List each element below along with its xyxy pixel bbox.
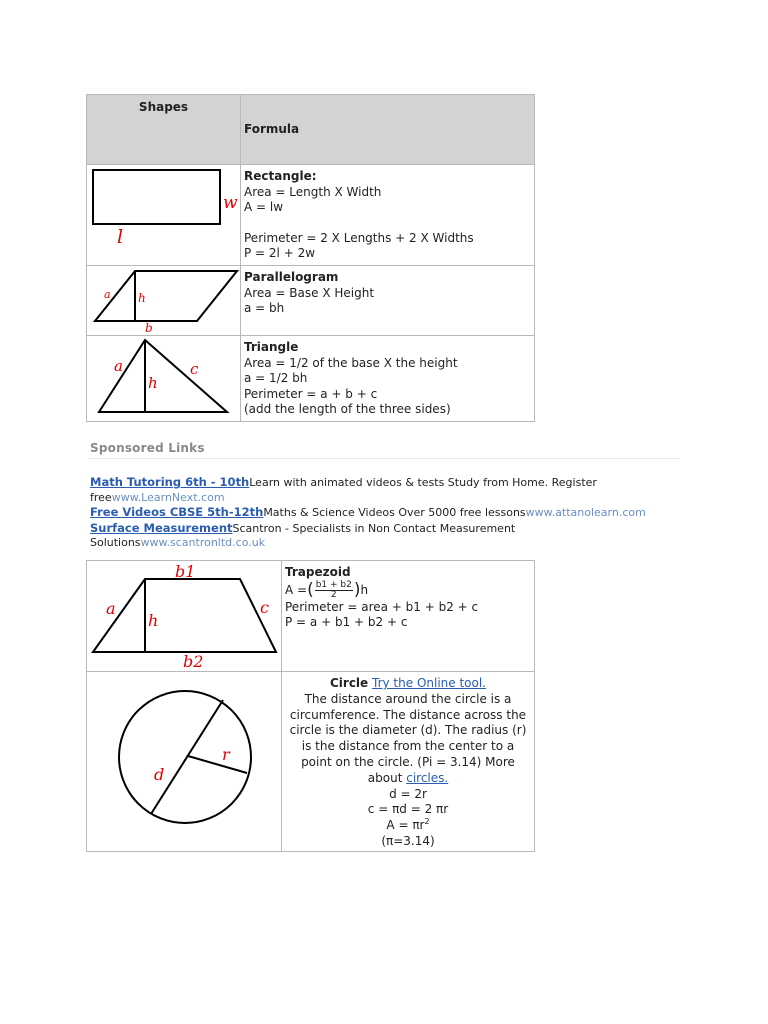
ad-item xyxy=(90,521,680,551)
circle-diagram-cell xyxy=(87,672,282,852)
rectangle-label-width: w xyxy=(223,193,238,213)
trapezoid-area-prefix: A = xyxy=(285,582,308,597)
trapezoid-area-suffix: h xyxy=(360,582,369,597)
triangle-label-h: h xyxy=(148,374,158,392)
trapezoid-fraction-numerator: b1 + b2 xyxy=(315,579,352,590)
ad-url-link[interactable]: www.attanolearn.com xyxy=(525,506,646,519)
triangle-perimeter-formula: Perimeter = a + b + c xyxy=(244,386,378,401)
trapezoid-fraction-denominator: 2 xyxy=(330,589,337,600)
circle-diagram xyxy=(87,672,282,851)
circle-label-d: d xyxy=(154,765,165,784)
parallelogram-title: Parallelogram xyxy=(244,270,339,284)
circle-title-line xyxy=(288,676,528,692)
sponsored-links-heading: Sponsored Links xyxy=(90,441,205,455)
parallelogram-shape xyxy=(95,271,237,321)
triangle-area-formula: a = 1/2 bh xyxy=(244,371,308,385)
rectangle-shape xyxy=(93,170,220,224)
sponsored-divider xyxy=(88,458,680,459)
parallelogram-label-side: a xyxy=(104,288,111,301)
ad-text: Learn with animated videos & tests Study from Home. Register free xyxy=(90,476,597,504)
circle-shape xyxy=(119,691,251,823)
circle-label-r: r xyxy=(222,745,230,764)
trapezoid-perimeter-formula: P = a + b1 + b2 + c xyxy=(285,615,408,629)
circle-area-exponent: 2 xyxy=(424,817,430,827)
header-shapes: Shapes xyxy=(87,95,241,165)
triangle-label-c: c xyxy=(190,360,199,378)
circle-formula-cell xyxy=(282,672,535,852)
shapes-formula-table xyxy=(86,94,535,422)
circle-pi-note: (π=3.14) xyxy=(381,833,435,848)
rectangle-perimeter-formula: P = 2l + 2w xyxy=(244,246,316,260)
rectangle-area-text: Area = Length X Width xyxy=(244,184,382,199)
trapezoid-diagram-cell xyxy=(87,561,282,672)
header-formula: Formula xyxy=(241,95,535,165)
parallelogram-formula-cell xyxy=(241,266,535,336)
circle-radius-line xyxy=(188,756,247,773)
parallelogram-diagram-cell xyxy=(87,266,241,336)
circles-link[interactable]: circles. xyxy=(406,770,449,785)
trapezoid-title: Trapezoid xyxy=(285,565,351,579)
parallelogram-area-formula: a = bh xyxy=(244,301,285,315)
circle-diameter-formula: d = 2r xyxy=(389,786,427,801)
trapezoid-label-h: h xyxy=(148,611,159,630)
ad-item xyxy=(90,475,680,505)
trapezoid-label-b1: b1 xyxy=(175,562,196,581)
trapezoid-label-b2: b2 xyxy=(183,652,204,671)
triangle-title: Triangle xyxy=(244,340,299,354)
ad-title-link[interactable]: Surface Measurement xyxy=(90,520,233,535)
ad-url-link[interactable]: www.LearnNext.com xyxy=(111,490,225,504)
triangle-perimeter-note: (add the length of the three sides) xyxy=(244,402,451,416)
rectangle-formula-cell xyxy=(241,165,535,266)
trapezoid-fraction xyxy=(315,581,353,600)
circle-diameter-line xyxy=(151,700,223,814)
triangle-area-text: Area = 1/2 of the base X the height xyxy=(244,355,458,370)
rectangle-label-length: l xyxy=(117,226,124,248)
triangle-label-a: a xyxy=(114,357,123,375)
rectangle-diagram xyxy=(87,165,241,265)
triangle-diagram xyxy=(87,336,241,421)
rectangle-title: Rectangle: xyxy=(244,169,317,183)
parallelogram-label-height: h xyxy=(138,291,146,305)
trapezoid-area-formula: A =( $\frac{b1 + b2}{2}$ )h xyxy=(285,579,369,600)
rectangle-area-formula: A = lw xyxy=(244,200,284,214)
ad-text: Maths & Science Videos Over 5000 free lessons xyxy=(263,506,526,519)
ad-title-link[interactable]: Free Videos CBSE 5th-12th xyxy=(90,505,264,519)
trapezoid-shape xyxy=(93,579,276,652)
online-tool-link[interactable]: Try the Online tool. xyxy=(372,676,486,690)
circle-area-prefix: A = πr xyxy=(386,818,425,833)
parallelogram-diagram xyxy=(87,266,241,335)
ad-title-link[interactable]: Math Tutoring 6th - 10th xyxy=(90,475,250,489)
trapezoid-label-c: c xyxy=(260,598,269,617)
circle-description xyxy=(288,692,528,787)
circle-title: Circle xyxy=(329,676,369,690)
triangle-shape xyxy=(99,340,227,412)
triangle-formula-cell xyxy=(241,336,535,422)
circle-description-text: The distance around the circle is a circumference. The distance across the circle is the diameter (d). The radius (r) is the distance from the center to a point on the circle. (Pi = 3.14) More about xyxy=(289,691,527,785)
sponsored-ads-list xyxy=(90,475,680,551)
parallelogram-label-base: b xyxy=(145,321,153,335)
rectangle-perimeter-text: Perimeter = 2 X Lengths + 2 X Widths xyxy=(244,230,474,245)
circle-circumference-formula: c = πd = 2 πr xyxy=(367,802,449,817)
shapes-formula-table-2 xyxy=(86,560,535,852)
trapezoid-perimeter-text: Perimeter = area + b1 + b2 + c xyxy=(285,599,479,614)
parallelogram-area-text: Area = Base X Height xyxy=(244,285,375,300)
ad-url-link[interactable]: www.scantronltd.co.uk xyxy=(140,536,266,549)
rectangle-diagram-cell xyxy=(87,165,241,266)
trapezoid-label-a: a xyxy=(106,599,116,618)
trapezoid-diagram xyxy=(87,561,282,671)
triangle-diagram-cell xyxy=(87,336,241,422)
ad-item xyxy=(90,505,680,521)
circle-area-formula xyxy=(288,818,528,834)
ad-text: Scantron - Specialists in Non Contact Measurement Solutions xyxy=(90,521,516,549)
trapezoid-formula-cell xyxy=(282,561,535,672)
